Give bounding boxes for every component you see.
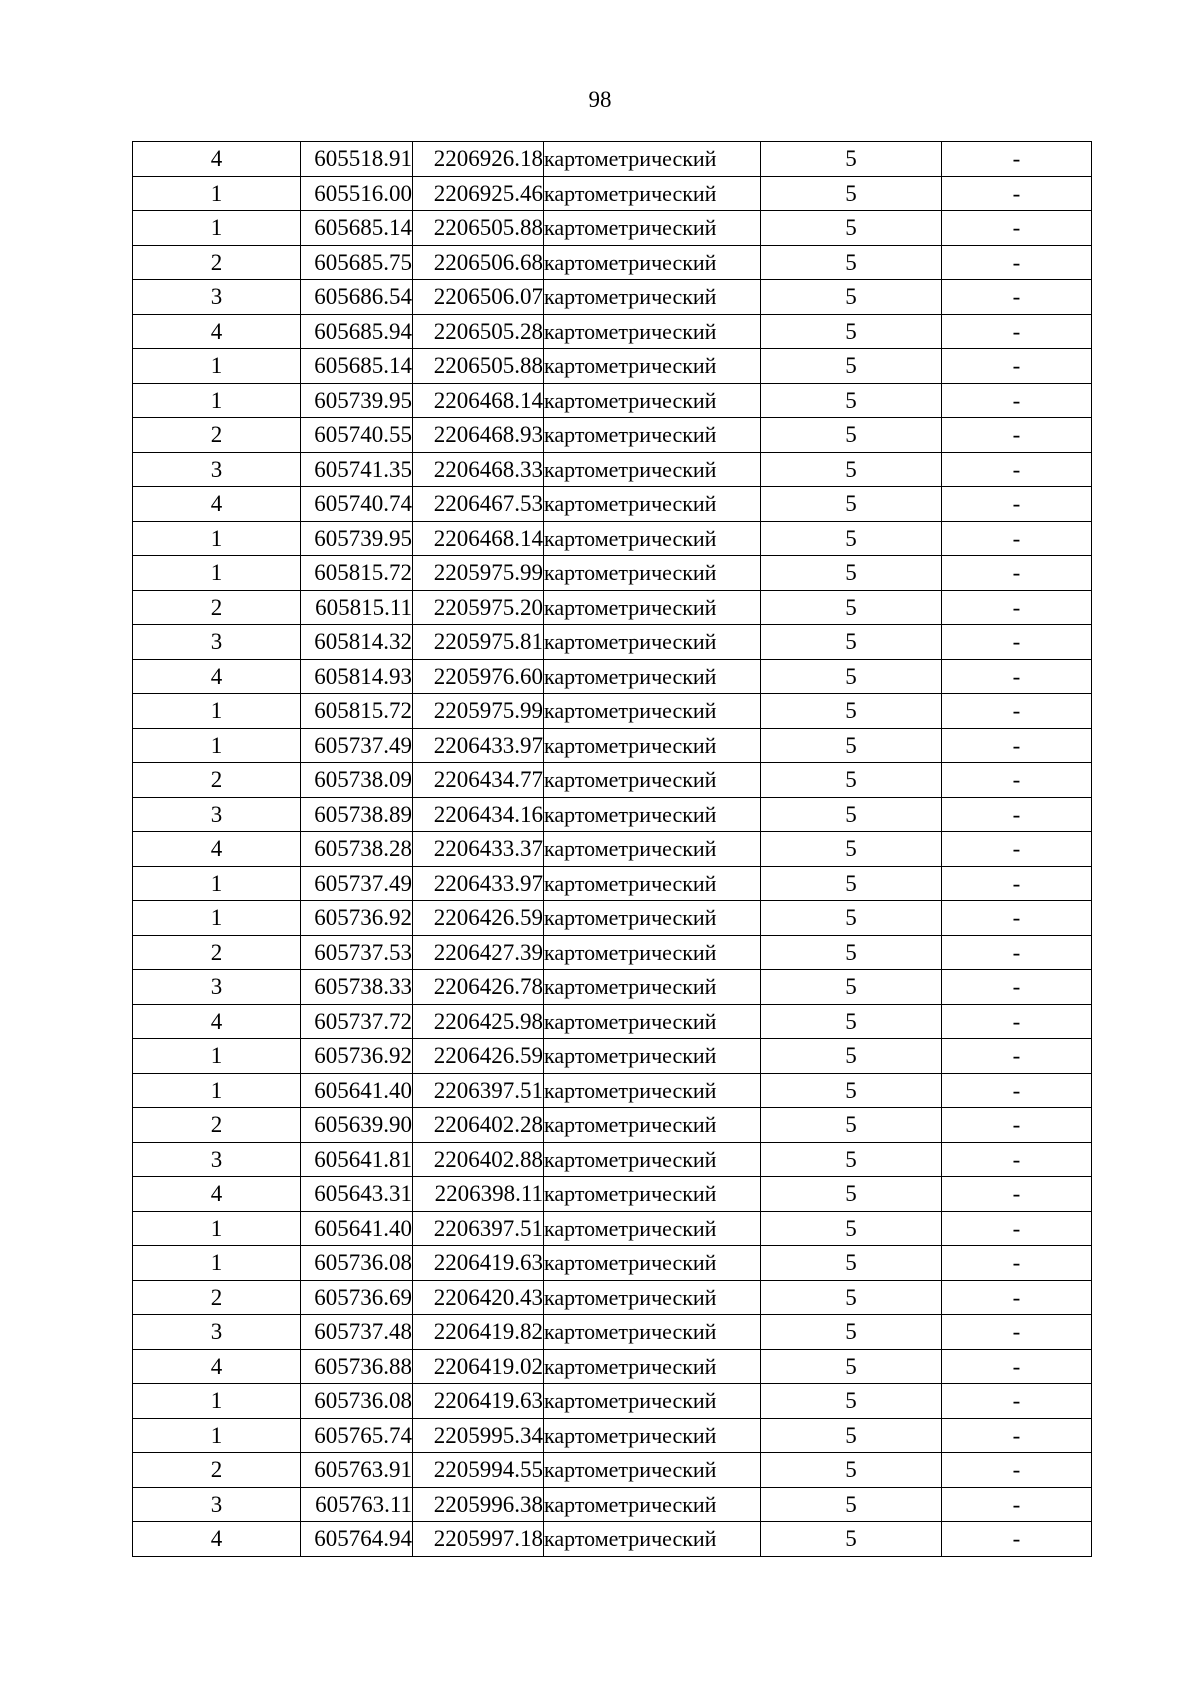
note-cell: - [942, 1349, 1092, 1384]
point-number-cell: 1 [133, 1246, 301, 1281]
method-cell: картометрический [544, 142, 761, 177]
table-row [133, 211, 1092, 246]
note-cell: - [942, 383, 1092, 418]
note-cell: - [942, 1246, 1092, 1281]
x-coordinate-cell: 605641.81 [301, 1142, 413, 1177]
note-cell: - [942, 659, 1092, 694]
point-number-cell: 2 [133, 590, 301, 625]
accuracy-cell: 5 [761, 1453, 942, 1488]
accuracy-cell: 5 [761, 1211, 942, 1246]
x-coordinate-cell: 605739.95 [301, 383, 413, 418]
y-coordinate-cell: 2206926.18 [413, 142, 544, 177]
y-coordinate-cell: 2206402.28 [413, 1108, 544, 1143]
method-cell: картометрический [544, 211, 761, 246]
accuracy-cell: 5 [761, 1418, 942, 1453]
method-cell: картометрический [544, 901, 761, 936]
y-coordinate-cell: 2206434.77 [413, 763, 544, 798]
point-number-cell: 4 [133, 1177, 301, 1212]
method-cell: картометрический [544, 866, 761, 901]
note-cell: - [942, 556, 1092, 591]
table-row [133, 521, 1092, 556]
point-number-cell: 4 [133, 487, 301, 522]
x-coordinate-cell: 605764.94 [301, 1522, 413, 1557]
y-coordinate-cell: 2205994.55 [413, 1453, 544, 1488]
y-coordinate-cell: 2206433.97 [413, 866, 544, 901]
point-number-cell: 3 [133, 1315, 301, 1350]
method-cell: картометрический [544, 797, 761, 832]
table-row [133, 1004, 1092, 1039]
method-cell: картометрический [544, 280, 761, 315]
point-number-cell: 4 [133, 142, 301, 177]
x-coordinate-cell: 605814.93 [301, 659, 413, 694]
coordinates-table [132, 141, 1092, 1557]
table-row [133, 176, 1092, 211]
table-row [133, 1211, 1092, 1246]
method-cell: картометрический [544, 1315, 761, 1350]
y-coordinate-cell: 2206419.63 [413, 1246, 544, 1281]
table-row [133, 832, 1092, 867]
method-cell: картометрический [544, 1522, 761, 1557]
y-coordinate-cell: 2205997.18 [413, 1522, 544, 1557]
accuracy-cell: 5 [761, 728, 942, 763]
y-coordinate-cell: 2206397.51 [413, 1073, 544, 1108]
y-coordinate-cell: 2206419.82 [413, 1315, 544, 1350]
note-cell: - [942, 452, 1092, 487]
accuracy-cell: 5 [761, 590, 942, 625]
note-cell: - [942, 1211, 1092, 1246]
method-cell: картометрический [544, 452, 761, 487]
y-coordinate-cell: 2205995.34 [413, 1418, 544, 1453]
note-cell: - [942, 349, 1092, 384]
accuracy-cell: 5 [761, 1142, 942, 1177]
note-cell: - [942, 797, 1092, 832]
table-row [133, 1280, 1092, 1315]
table-row [133, 349, 1092, 384]
y-coordinate-cell: 2206419.63 [413, 1384, 544, 1419]
point-number-cell: 1 [133, 1384, 301, 1419]
accuracy-cell: 5 [761, 245, 942, 280]
point-number-cell: 1 [133, 1211, 301, 1246]
note-cell: - [942, 1315, 1092, 1350]
method-cell: картометрический [544, 1177, 761, 1212]
accuracy-cell: 5 [761, 176, 942, 211]
method-cell: картометрический [544, 1004, 761, 1039]
table-row [133, 1522, 1092, 1557]
table-row [133, 245, 1092, 280]
accuracy-cell: 5 [761, 383, 942, 418]
method-cell: картометрический [544, 1384, 761, 1419]
point-number-cell: 3 [133, 970, 301, 1005]
accuracy-cell: 5 [761, 418, 942, 453]
note-cell: - [942, 1453, 1092, 1488]
method-cell: картометрический [544, 694, 761, 729]
point-number-cell: 1 [133, 383, 301, 418]
y-coordinate-cell: 2206426.59 [413, 901, 544, 936]
method-cell: картометрический [544, 1280, 761, 1315]
table-row [133, 625, 1092, 660]
point-number-cell: 2 [133, 1453, 301, 1488]
note-cell: - [942, 1039, 1092, 1074]
y-coordinate-cell: 2206505.28 [413, 314, 544, 349]
point-number-cell: 2 [133, 1108, 301, 1143]
x-coordinate-cell: 605639.90 [301, 1108, 413, 1143]
accuracy-cell: 5 [761, 1349, 942, 1384]
x-coordinate-cell: 605685.14 [301, 211, 413, 246]
note-cell: - [942, 142, 1092, 177]
point-number-cell: 4 [133, 314, 301, 349]
point-number-cell: 1 [133, 556, 301, 591]
point-number-cell: 2 [133, 418, 301, 453]
y-coordinate-cell: 2206468.33 [413, 452, 544, 487]
y-coordinate-cell: 2205976.60 [413, 659, 544, 694]
note-cell: - [942, 418, 1092, 453]
table-row [133, 694, 1092, 729]
x-coordinate-cell: 605815.72 [301, 694, 413, 729]
point-number-cell: 3 [133, 797, 301, 832]
x-coordinate-cell: 605740.74 [301, 487, 413, 522]
table-row [133, 1315, 1092, 1350]
method-cell: картометрический [544, 487, 761, 522]
y-coordinate-cell: 2206434.16 [413, 797, 544, 832]
accuracy-cell: 5 [761, 314, 942, 349]
y-coordinate-cell: 2206467.53 [413, 487, 544, 522]
y-coordinate-cell: 2206505.88 [413, 211, 544, 246]
x-coordinate-cell: 605737.72 [301, 1004, 413, 1039]
method-cell: картометрический [544, 590, 761, 625]
method-cell: картометрический [544, 763, 761, 798]
note-cell: - [942, 590, 1092, 625]
table-row [133, 1039, 1092, 1074]
y-coordinate-cell: 2206397.51 [413, 1211, 544, 1246]
point-number-cell: 4 [133, 659, 301, 694]
x-coordinate-cell: 605738.89 [301, 797, 413, 832]
method-cell: картометрический [544, 1108, 761, 1143]
y-coordinate-cell: 2206468.14 [413, 383, 544, 418]
x-coordinate-cell: 605736.69 [301, 1280, 413, 1315]
method-cell: картометрический [544, 556, 761, 591]
x-coordinate-cell: 605736.92 [301, 1039, 413, 1074]
method-cell: картометрический [544, 1418, 761, 1453]
accuracy-cell: 5 [761, 1004, 942, 1039]
y-coordinate-cell: 2206398.11 [413, 1177, 544, 1212]
table-row [133, 1384, 1092, 1419]
table-row [133, 487, 1092, 522]
y-coordinate-cell: 2206427.39 [413, 935, 544, 970]
y-coordinate-cell: 2206506.07 [413, 280, 544, 315]
method-cell: картометрический [544, 176, 761, 211]
accuracy-cell: 5 [761, 797, 942, 832]
note-cell: - [942, 1108, 1092, 1143]
accuracy-cell: 5 [761, 1039, 942, 1074]
point-number-cell: 2 [133, 763, 301, 798]
y-coordinate-cell: 2206402.88 [413, 1142, 544, 1177]
note-cell: - [942, 176, 1092, 211]
accuracy-cell: 5 [761, 970, 942, 1005]
y-coordinate-cell: 2206419.02 [413, 1349, 544, 1384]
point-number-cell: 3 [133, 1487, 301, 1522]
accuracy-cell: 5 [761, 487, 942, 522]
method-cell: картометрический [544, 935, 761, 970]
x-coordinate-cell: 605739.95 [301, 521, 413, 556]
table-row [133, 797, 1092, 832]
note-cell: - [942, 1004, 1092, 1039]
point-number-cell: 1 [133, 176, 301, 211]
y-coordinate-cell: 2206433.97 [413, 728, 544, 763]
point-number-cell: 1 [133, 728, 301, 763]
x-coordinate-cell: 605741.35 [301, 452, 413, 487]
point-number-cell: 1 [133, 1073, 301, 1108]
note-cell: - [942, 521, 1092, 556]
y-coordinate-cell: 2205975.20 [413, 590, 544, 625]
point-number-cell: 4 [133, 1349, 301, 1384]
note-cell: - [942, 211, 1092, 246]
table-row [133, 1142, 1092, 1177]
point-number-cell: 3 [133, 452, 301, 487]
table-row [133, 728, 1092, 763]
table-row [133, 1073, 1092, 1108]
point-number-cell: 1 [133, 901, 301, 936]
method-cell: картометрический [544, 383, 761, 418]
point-number-cell: 1 [133, 866, 301, 901]
point-number-cell: 1 [133, 1418, 301, 1453]
method-cell: картометрический [544, 1349, 761, 1384]
x-coordinate-cell: 605685.14 [301, 349, 413, 384]
y-coordinate-cell: 2206468.93 [413, 418, 544, 453]
note-cell: - [942, 935, 1092, 970]
table-row [133, 1487, 1092, 1522]
point-number-cell: 2 [133, 245, 301, 280]
y-coordinate-cell: 2205975.99 [413, 556, 544, 591]
x-coordinate-cell: 605738.33 [301, 970, 413, 1005]
method-cell: картометрический [544, 1039, 761, 1074]
method-cell: картометрический [544, 832, 761, 867]
x-coordinate-cell: 605737.48 [301, 1315, 413, 1350]
point-number-cell: 4 [133, 832, 301, 867]
accuracy-cell: 5 [761, 349, 942, 384]
table-row [133, 935, 1092, 970]
table-row [133, 1177, 1092, 1212]
accuracy-cell: 5 [761, 1246, 942, 1281]
note-cell: - [942, 1522, 1092, 1557]
x-coordinate-cell: 605737.49 [301, 866, 413, 901]
table-row [133, 1108, 1092, 1143]
note-cell: - [942, 280, 1092, 315]
note-cell: - [942, 314, 1092, 349]
table-row [133, 314, 1092, 349]
method-cell: картометрический [544, 1073, 761, 1108]
accuracy-cell: 5 [761, 694, 942, 729]
method-cell: картометрический [544, 659, 761, 694]
x-coordinate-cell: 605685.75 [301, 245, 413, 280]
page-number: 98 [588, 87, 612, 112]
method-cell: картометрический [544, 728, 761, 763]
point-number-cell: 1 [133, 521, 301, 556]
x-coordinate-cell: 605815.72 [301, 556, 413, 591]
x-coordinate-cell: 605765.74 [301, 1418, 413, 1453]
table-row [133, 383, 1092, 418]
table-row [133, 1349, 1092, 1384]
y-coordinate-cell: 2206433.37 [413, 832, 544, 867]
accuracy-cell: 5 [761, 866, 942, 901]
note-cell: - [942, 245, 1092, 280]
accuracy-cell: 5 [761, 935, 942, 970]
accuracy-cell: 5 [761, 1384, 942, 1419]
x-coordinate-cell: 605736.92 [301, 901, 413, 936]
table-row [133, 970, 1092, 1005]
y-coordinate-cell: 2206420.43 [413, 1280, 544, 1315]
accuracy-cell: 5 [761, 625, 942, 660]
accuracy-cell: 5 [761, 1522, 942, 1557]
accuracy-cell: 5 [761, 521, 942, 556]
x-coordinate-cell: 605518.91 [301, 142, 413, 177]
point-number-cell: 4 [133, 1004, 301, 1039]
note-cell: - [942, 1384, 1092, 1419]
method-cell: картометрический [544, 1142, 761, 1177]
table-row [133, 1418, 1092, 1453]
accuracy-cell: 5 [761, 659, 942, 694]
method-cell: картометрический [544, 314, 761, 349]
note-cell: - [942, 694, 1092, 729]
x-coordinate-cell: 605738.28 [301, 832, 413, 867]
accuracy-cell: 5 [761, 1315, 942, 1350]
point-number-cell: 1 [133, 349, 301, 384]
x-coordinate-cell: 605740.55 [301, 418, 413, 453]
x-coordinate-cell: 605686.54 [301, 280, 413, 315]
accuracy-cell: 5 [761, 211, 942, 246]
table-row [133, 418, 1092, 453]
y-coordinate-cell: 2206505.88 [413, 349, 544, 384]
note-cell: - [942, 1280, 1092, 1315]
table-row [133, 590, 1092, 625]
point-number-cell: 1 [133, 1039, 301, 1074]
method-cell: картометрический [544, 1246, 761, 1281]
x-coordinate-cell: 605763.91 [301, 1453, 413, 1488]
note-cell: - [942, 901, 1092, 936]
method-cell: картометрический [544, 1453, 761, 1488]
note-cell: - [942, 487, 1092, 522]
accuracy-cell: 5 [761, 280, 942, 315]
x-coordinate-cell: 605738.09 [301, 763, 413, 798]
accuracy-cell: 5 [761, 452, 942, 487]
table-row [133, 1453, 1092, 1488]
point-number-cell: 3 [133, 1142, 301, 1177]
accuracy-cell: 5 [761, 1073, 942, 1108]
point-number-cell: 3 [133, 280, 301, 315]
y-coordinate-cell: 2206426.78 [413, 970, 544, 1005]
x-coordinate-cell: 605814.32 [301, 625, 413, 660]
accuracy-cell: 5 [761, 1108, 942, 1143]
y-coordinate-cell: 2206506.68 [413, 245, 544, 280]
method-cell: картометрический [544, 970, 761, 1005]
point-number-cell: 4 [133, 1522, 301, 1557]
point-number-cell: 1 [133, 694, 301, 729]
x-coordinate-cell: 605643.31 [301, 1177, 413, 1212]
accuracy-cell: 5 [761, 901, 942, 936]
method-cell: картометрический [544, 245, 761, 280]
x-coordinate-cell: 605737.49 [301, 728, 413, 763]
accuracy-cell: 5 [761, 142, 942, 177]
y-coordinate-cell: 2206425.98 [413, 1004, 544, 1039]
table-row [133, 556, 1092, 591]
note-cell: - [942, 970, 1092, 1005]
note-cell: - [942, 1073, 1092, 1108]
x-coordinate-cell: 605815.11 [301, 590, 413, 625]
x-coordinate-cell: 605736.08 [301, 1384, 413, 1419]
point-number-cell: 3 [133, 625, 301, 660]
accuracy-cell: 5 [761, 832, 942, 867]
table-row [133, 142, 1092, 177]
x-coordinate-cell: 605641.40 [301, 1073, 413, 1108]
y-coordinate-cell: 2206426.59 [413, 1039, 544, 1074]
x-coordinate-cell: 605516.00 [301, 176, 413, 211]
accuracy-cell: 5 [761, 763, 942, 798]
y-coordinate-cell: 2205975.99 [413, 694, 544, 729]
x-coordinate-cell: 605736.88 [301, 1349, 413, 1384]
point-number-cell: 2 [133, 1280, 301, 1315]
note-cell: - [942, 832, 1092, 867]
note-cell: - [942, 1418, 1092, 1453]
accuracy-cell: 5 [761, 1487, 942, 1522]
y-coordinate-cell: 2206468.14 [413, 521, 544, 556]
x-coordinate-cell: 605737.53 [301, 935, 413, 970]
point-number-cell: 2 [133, 935, 301, 970]
note-cell: - [942, 866, 1092, 901]
x-coordinate-cell: 605736.08 [301, 1246, 413, 1281]
table-row [133, 763, 1092, 798]
table-row [133, 901, 1092, 936]
y-coordinate-cell: 2205975.81 [413, 625, 544, 660]
note-cell: - [942, 728, 1092, 763]
method-cell: картометрический [544, 349, 761, 384]
table-row [133, 866, 1092, 901]
x-coordinate-cell: 605685.94 [301, 314, 413, 349]
x-coordinate-cell: 605763.11 [301, 1487, 413, 1522]
method-cell: картометрический [544, 1211, 761, 1246]
note-cell: - [942, 1142, 1092, 1177]
note-cell: - [942, 763, 1092, 798]
method-cell: картометрический [544, 625, 761, 660]
table-row [133, 659, 1092, 694]
accuracy-cell: 5 [761, 1280, 942, 1315]
x-coordinate-cell: 605641.40 [301, 1211, 413, 1246]
y-coordinate-cell: 2206925.46 [413, 176, 544, 211]
point-number-cell: 1 [133, 211, 301, 246]
accuracy-cell: 5 [761, 556, 942, 591]
table-row [133, 280, 1092, 315]
y-coordinate-cell: 2205996.38 [413, 1487, 544, 1522]
note-cell: - [942, 625, 1092, 660]
coordinates-table-body [133, 142, 1092, 1557]
note-cell: - [942, 1487, 1092, 1522]
note-cell: - [942, 1177, 1092, 1212]
table-row [133, 1246, 1092, 1281]
table-row [133, 452, 1092, 487]
method-cell: картометрический [544, 418, 761, 453]
method-cell: картометрический [544, 521, 761, 556]
accuracy-cell: 5 [761, 1177, 942, 1212]
method-cell: картометрический [544, 1487, 761, 1522]
